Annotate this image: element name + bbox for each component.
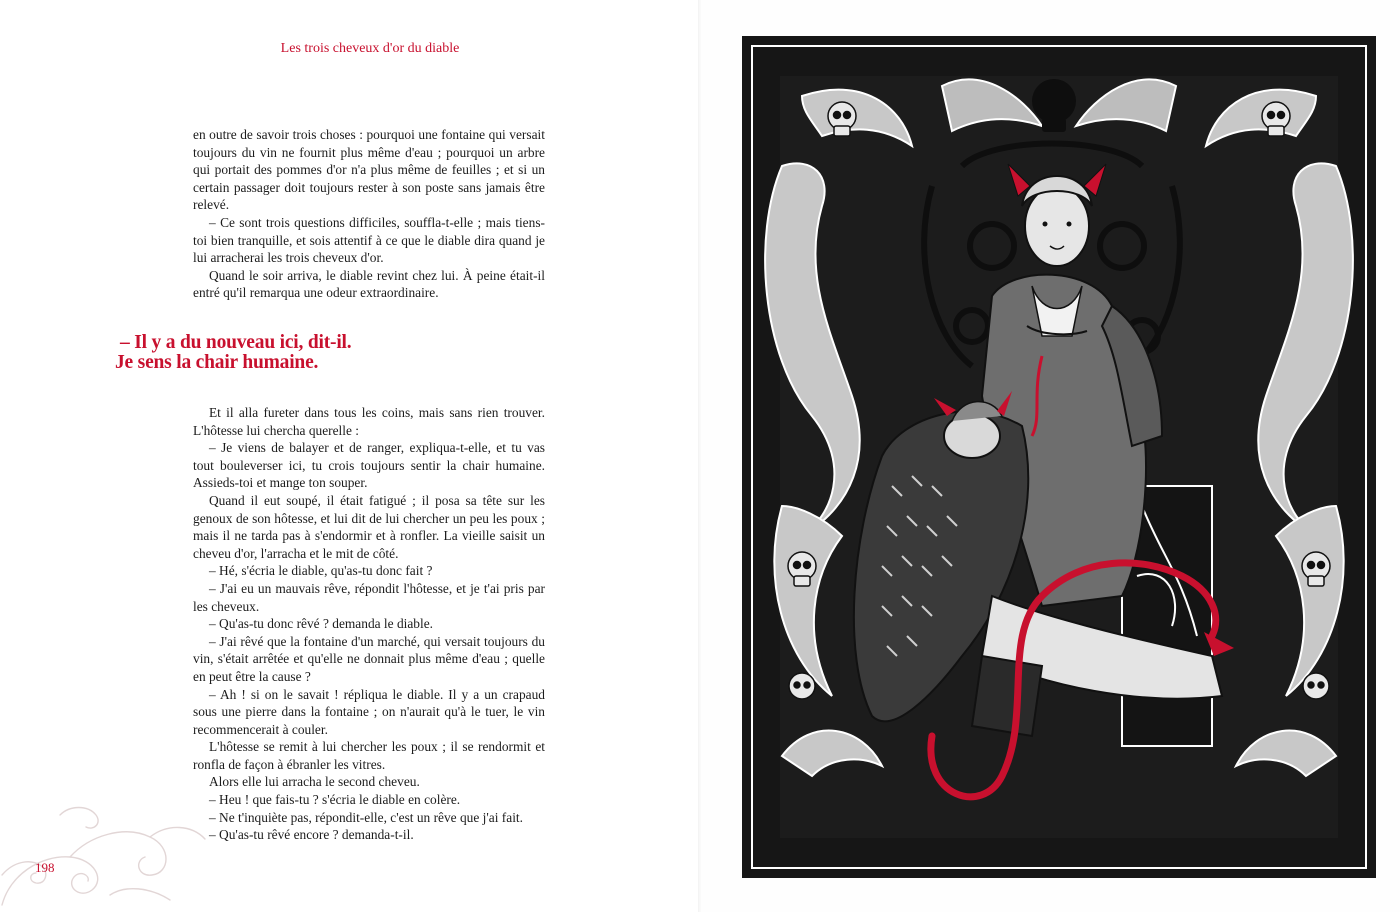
paragraph: – J'ai eu un mauvais rêve, répondit l'hôtesse, et je t'ai pris par les cheveux. (193, 580, 545, 614)
paragraph: – Qu'as-tu donc rêvé ? demanda le diable. (209, 616, 434, 632)
paragraph: – Heu ! que fais-tu ? s'écria le diable en colère. (209, 792, 461, 808)
book-gutter (698, 0, 702, 912)
pull-quote (115, 333, 445, 373)
paragraph: – J'ai rêvé que la fontaine d'un marché, qui versait toujours du vin, s'était arrêtée et qu'elle ne donnait plus même d'eau ; quelle en peut être la cause ? (193, 633, 545, 684)
swirl-ornament-icon (0, 795, 210, 912)
illustration-devil-and-hostess (742, 36, 1376, 878)
text-block-2 (193, 404, 545, 844)
page-number: 198 (35, 860, 55, 875)
paragraph: – Ne t'inquiète pas, répondit-elle, c'est un rêve que j'ai fait. (209, 809, 523, 825)
paragraph: – Hé, s'écria le diable, qu'as-tu donc fait ? (209, 563, 433, 579)
pull-quote-line-1: – Il y a du nouveau ici, dit-il. (120, 332, 352, 353)
paragraph: Et il alla fureter dans tous les coins, mais sans rien trouver. L'hôtesse lui chercha querelle : (193, 405, 545, 438)
paragraph: Alors elle lui arracha le second cheveu. (209, 774, 420, 790)
paragraph: Quand il eut soupé, il était fatigué ; il posa sa tête sur les genoux de son hôtesse, et lui dit de lui chercher un peu les poux ; mais il ne tarda pas à s'endormir et à ronfler. La vieille saisit un cheveu d'or, l'arracha et le mit de côté. (193, 492, 545, 561)
paragraph: – Ah ! si on le savait ! répliqua le diable. Il y a un crapaud sous une pierre dans la fontaine ; on n'aurait qu'à le tuer, le vin recommencerait à couler. (193, 686, 545, 737)
pull-quote-line-2: Je sens la chair humaine. (115, 352, 319, 373)
running-title: Les trois cheveux d'or du diable (280, 41, 460, 56)
paragraph: L'hôtesse se remit à lui chercher les poux ; il se rendormit et ronfla de façon à ébranler les vitres. (193, 739, 545, 772)
paragraph: – Je viens de balayer et de ranger, expliqua-t-elle, et tu vas tout bouleverser ici, tu crois toujours sentir la chair humaine. Assieds-toi et mange ton souper. (193, 440, 545, 491)
paragraph: – Ce sont trois questions difficiles, souffla-t-elle ; mais tiens-toi bien tranquille, et sois attentif à ce que le diable dira quand je lui arracherai les trois cheveux d'or. (193, 214, 545, 266)
paragraph: en outre de savoir trois choses : pourquoi une fontaine qui versait toujours du vin ne fournit plus même d'eau ; pourquoi un arbre qui portait des pommes d'or n'a plus même de feuilles ; et si un certain passager doit toujours rester à son poste sans jamais être relevé. (193, 127, 545, 213)
text-block-1 (193, 126, 545, 302)
paragraph: – Qu'as-tu rêvé encore ? demanda-t-il. (209, 827, 414, 843)
paragraph: Quand le soir arriva, le diable revint chez lui. À peine était-il entré qu'il remarqua une odeur extraordinaire. (193, 267, 545, 301)
